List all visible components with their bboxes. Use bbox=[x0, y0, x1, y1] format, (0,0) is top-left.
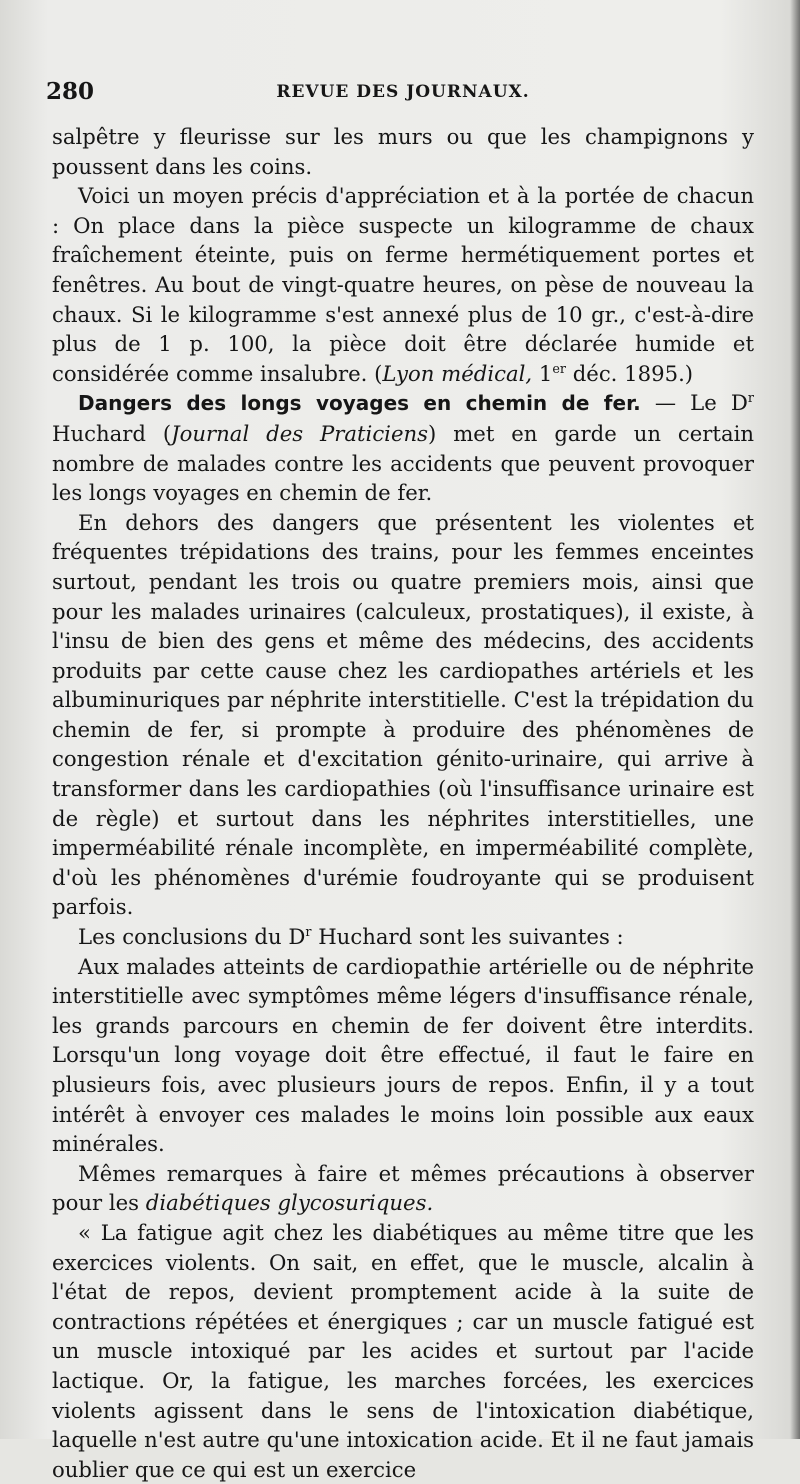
paragraph-section-intro bbox=[52, 388, 754, 507]
paragraph-continuation: salpêtre y fleurisse sur les murs ou que les champignons y poussent dans les coins. bbox=[52, 124, 754, 179]
diabetics-text: Mêmes remarques à faire et mêmes précautions à observer pour les bbox=[52, 1160, 754, 1216]
page-edge-shadow bbox=[790, 0, 800, 1439]
source-citation: Lyon médical, bbox=[382, 360, 533, 386]
citation-date: déc. 1895.) bbox=[565, 360, 694, 386]
running-title: REVUE DES JOURNAUX. bbox=[276, 82, 530, 102]
citation-day-ordinal: er bbox=[552, 360, 566, 376]
author-name: Huchard ( bbox=[52, 420, 172, 446]
paragraph-fatigue-quote: « La fatigue agit chez les diabétiques au même titre que les exercices violents. On sait, en effet, que le muscle, alcalin à l'état de repos, devient promptement acide à la suite de contractions répétées et énergiques ; car un muscle fatigué est un muscle intoxiqué par les acides et surtout par l'acide lactique. Or, la fatigue, les marches forcées, les exercices violents agissent dans le sens de l'intoxication diabétique, laquelle n'est autre qu'une intoxication acide. Et il ne faut jamais oublier que ce qui est un exercice bbox=[52, 1219, 754, 1482]
article-body bbox=[52, 122, 754, 1484]
doctor-abbrev-sup: r bbox=[747, 390, 754, 406]
section-intro-text: ) met en garde un certain nombre de malades contre les accidents que peuvent provoquer les longs voyages en chemin de fer. bbox=[52, 420, 754, 506]
paragraph-dangers: En dehors des dangers que présentent les violentes et fréquentes trépidations des trains, pour les femmes enceintes surtout, pendant les trois ou quatre premiers mois, ainsi que pour les malades urinaires (calculeux, prostatiques), il existe, à l'insu de bien des gens et même des médecins, des accidents produits par cette cause chez les cardiopathes artériels et les albuminuriques par néphrite interstitielle. C'est la trépidation du chemin de fer, si prompte à produire des phénomènes de congestion rénale et d'excitation génito-urinaire, qui arrive à transformer dans les cardiopathies (où l'insuffisance urinaire est de règle) et surtout dans les néphrites interstitielles, une imperméabilité rénale incomplète, en imperméabilité complète, d'où les phénomènes d'urémie foudroyante qui se produisent parfois. bbox=[52, 509, 754, 920]
page-number: 280 bbox=[46, 78, 95, 105]
paragraph-diabetics bbox=[52, 1159, 754, 1218]
diabetics-italic: diabétiques glycosuriques. bbox=[145, 1190, 434, 1216]
doctor-abbrev-sup-2: r bbox=[305, 923, 312, 939]
conclusions-intro-rest: Huchard sont les suivantes : bbox=[311, 924, 624, 950]
section-dash: — Le D bbox=[640, 390, 748, 416]
citation-day: 1 bbox=[532, 360, 553, 386]
paragraph-conclusions: Aux malades atteints de cardiopathie artérielle ou de néphrite interstitielle avec symptômes même légers d'insuffisance rénale, les grands parcours en chemin de fer doivent être interdits. Lorsqu'un long voyage doit être effectué, il faut le faire en plusieurs fois, avec plusieurs jours de repos. Enfin, il y a tout intérêt à envoyer ces malades le moins loin possible aux eaux minérales. bbox=[52, 953, 754, 1157]
humidity-test-text: Voici un moyen précis d'appréciation et à la portée de chacun : On place dans la pièce suspecte un kilogramme de chaux fraîchement éteinte, puis on ferme hermétiquement portes et fenêtres. Au bout de vingt-quatre heures, on pèse de nouveau la chaux. Si le kilogramme s'est annexé plus de 10 gr., c'est-à-dire plus de 1 p. 100, la pièce doit être déclarée humide et considérée comme insalubre. ( bbox=[52, 183, 754, 386]
section-title: Dangers des longs voyages en chemin de fer. bbox=[78, 391, 641, 416]
conclusions-intro-text: Les conclusions du D bbox=[78, 924, 306, 950]
paragraph-conclusions-intro bbox=[52, 922, 754, 952]
journal-name: Journal des Praticiens bbox=[171, 420, 429, 446]
paragraph-humidity-test bbox=[52, 181, 754, 388]
page-header bbox=[46, 72, 754, 112]
